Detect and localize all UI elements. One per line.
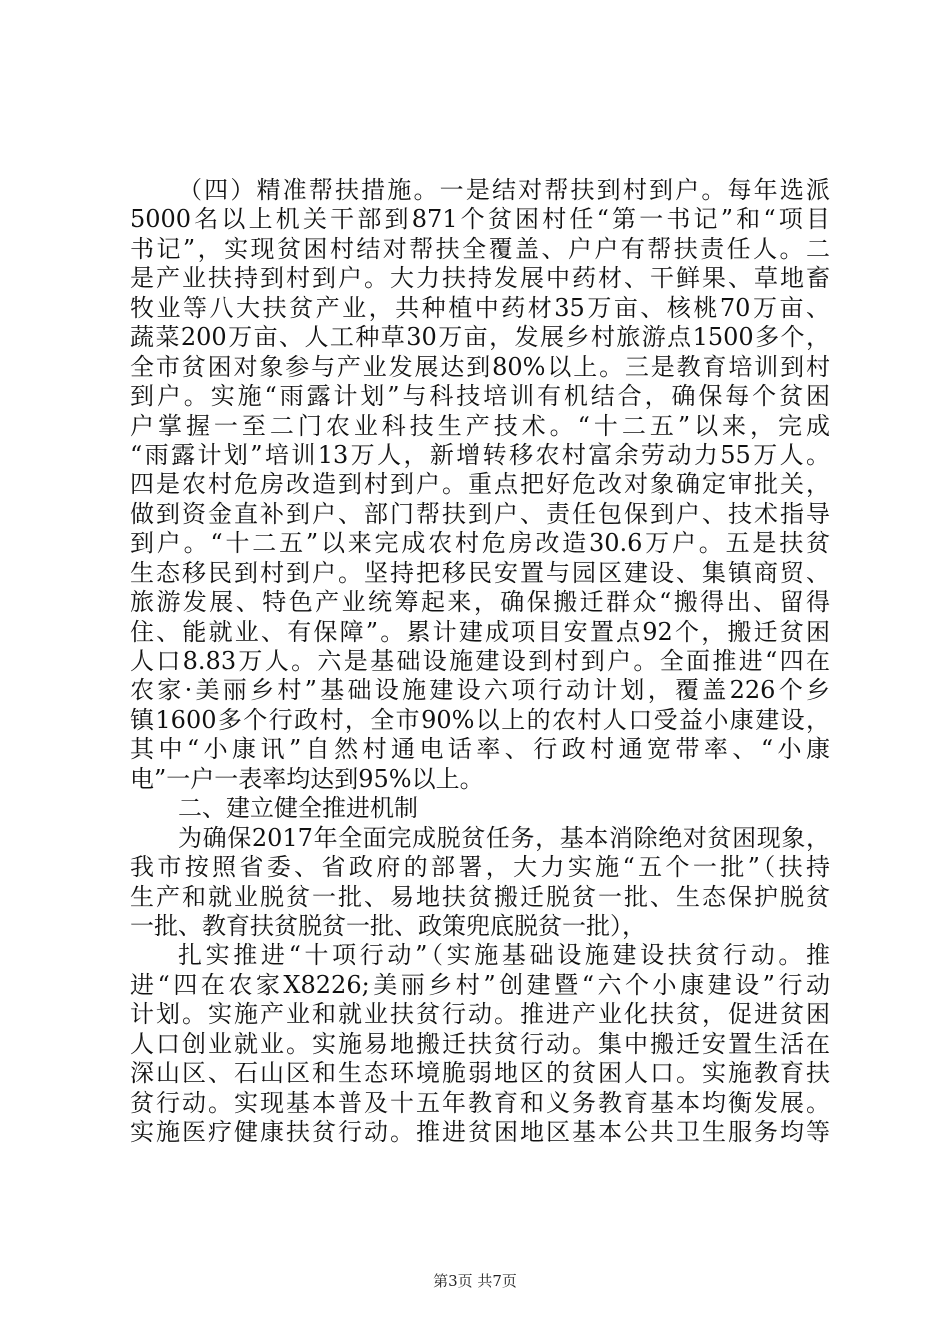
- text-line: 为确保2017年全面完成脱贫任务，基本消除绝对贫困现象，: [178, 823, 830, 852]
- text-line: 二、建立健全推进机制: [178, 794, 418, 823]
- text-line: 一批、教育扶贫脱贫一批、政策兜底脱贫一批），: [130, 911, 646, 940]
- text-line: 计划。实施产业和就业扶贫行动。推进产业化扶贫，促进贫困: [130, 1000, 830, 1029]
- text-line: 其中“小康讯”自然村通电话率、行政村通宽带率、“小康: [130, 735, 830, 764]
- text-line: 全市贫困对象参与产业发展达到80%以上。三是教育培训到村: [130, 352, 830, 381]
- text-line: 是产业扶持到村到户。大力扶持发展中药材、干鲜果、草地畜: [130, 264, 830, 293]
- text-line: 镇1600多个行政村，全市90%以上的农村人口受益小康建设，: [130, 705, 830, 734]
- text-line: 做到资金直补到户、部门帮扶到户、责任包保到户、技术指导: [130, 499, 830, 528]
- text-line: “雨露计划”培训13万人，新增转移农村富余劳动力55万人。: [130, 440, 830, 469]
- text-line: 深山区、石山区和生态环境脆弱地区的贫困人口。实施教育扶: [130, 1059, 830, 1088]
- text-line: 到户。实施“雨露计划”与科技培训有机结合，确保每个贫困: [130, 382, 830, 411]
- text-line: 旅游发展、特色产业统筹起来，确保搬迁群众“搬得出、留得: [130, 588, 830, 617]
- text-line: 农家·美丽乡村”基础设施建设六项行动计划，覆盖226个乡: [130, 676, 830, 705]
- text-line: 扎实推进“十项行动”（实施基础设施建设扶贫行动。推: [178, 941, 830, 970]
- text-line: 人口8.83万人。六是基础设施建设到村到户。全面推进“四在: [130, 647, 830, 675]
- text-line: 贫行动。实现基本普及十五年教育和义务教育基本均衡发展。: [130, 1088, 830, 1117]
- page-footer: 第3页 共7页: [433, 1272, 517, 1290]
- text-line: 人口创业就业。实施易地搬迁扶贫行动。集中搬迁安置生活在: [130, 1029, 830, 1058]
- text-line: 住、能就业、有保障”。累计建成项目安置点92个，搬迁贫困: [130, 617, 830, 646]
- text-line: 电”一户一表率均达到95%以上。: [130, 764, 484, 793]
- text-line: 牧业等八大扶贫产业，共种植中药材35万亩、核桃70万亩、: [130, 293, 830, 322]
- text-line: 书记”，实现贫困村结对帮扶全覆盖、户户有帮扶责任人。二: [130, 234, 830, 263]
- text-line: （四）精准帮扶措施。一是结对帮扶到村到户。每年选派: [178, 176, 830, 204]
- text-line: 进“四在农家X8226;美丽乡村”创建暨“六个小康建设”行动: [130, 970, 830, 999]
- text-line: 实施医疗健康扶贫行动。推进贫困地区基本公共卫生服务均等: [130, 1118, 830, 1146]
- text-line: 5000名以上机关干部到871个贫困村任“第一书记”和“项目: [130, 205, 830, 234]
- text-line: 生态移民到村到户。坚持把移民安置与园区建设、集镇商贸、: [130, 558, 830, 587]
- text-line: 蔬菜200万亩、人工种草30万亩，发展乡村旅游点1500多个，: [130, 323, 830, 352]
- text-line: 户掌握一至二门农业科技生产技术。“十二五”以来，完成: [130, 411, 830, 440]
- text-line: 我市按照省委、省政府的部署，大力实施“五个一批”（扶持: [130, 853, 830, 882]
- text-line: 生产和就业脱贫一批、易地扶贫搬迁脱贫一批、生态保护脱贫: [130, 882, 830, 911]
- text-line: 到户。“十二五”以来完成农村危房改造30.6万户。五是扶贫: [130, 529, 830, 558]
- document-body: [130, 176, 830, 1147]
- text-line: 四是农村危房改造到村到户。重点把好危改对象确定审批关，: [130, 470, 830, 499]
